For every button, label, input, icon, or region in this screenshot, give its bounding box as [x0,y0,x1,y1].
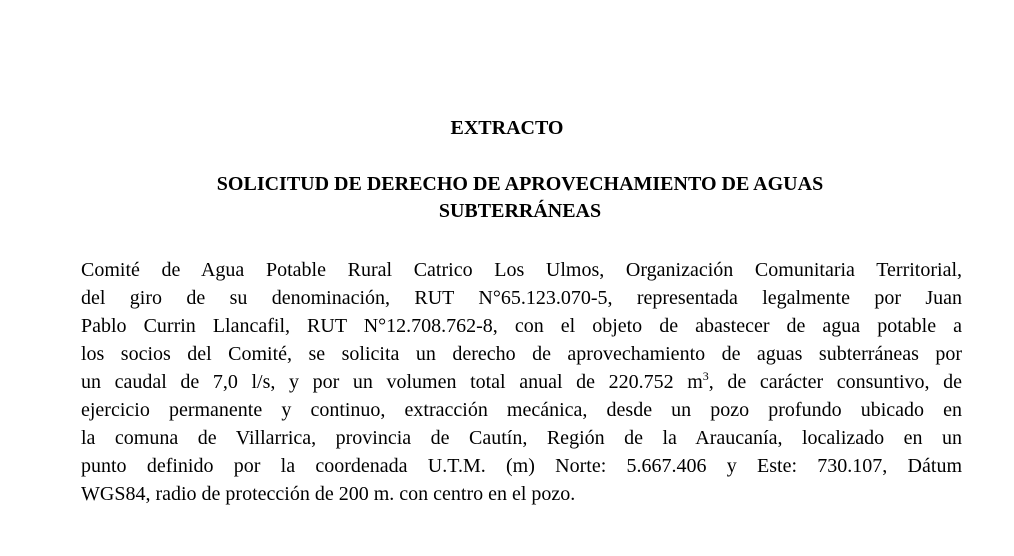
body-line: del giro de su denominación, RUT N°65.123.070-5, representada legalmente por Juan [81,287,962,309]
body-line: Pablo Currin Llancafil, RUT N°12.708.762-8, con el objeto de abastecer de agua potable a [81,315,962,337]
body-line: ejercicio permanente y continuo, extracción mecánica, desde un pozo profundo ubicado en [81,399,962,421]
body-line: punto definido por la coordenada U.T.M. (m) Norte: 5.667.406 y Este: 730.107, Dátum [81,455,962,477]
document-title: EXTRACTO [450,117,564,139]
body-line: Comité de Agua Potable Rural Catrico Los Ulmos, Organización Comunitaria Territorial, [81,259,962,281]
body-paragraph [81,256,962,508]
body-line-volume [81,368,962,396]
document-subtitle: SOLICITUD DE DERECHO DE APROVECHAMIENTO DE AGUAS SUBTERRÁNEAS [216,173,824,222]
volume-text-continued: , de carácter consuntivo, de [708,371,962,393]
body-line: los socios del Comité, se solicita un derecho de aprovechamiento de aguas subterráneas por [81,343,962,365]
volume-text: un caudal de 7,0 l/s, y por un volumen total anual de 220.752 m [81,371,703,393]
body-line: la comuna de Villarrica, provincia de Cautín, Región de la Araucanía, localizado en un [81,427,962,449]
body-line: WGS84, radio de protección de 200 m. con centro en el pozo. [81,483,576,505]
cubic-superscript: 3 [702,369,709,383]
